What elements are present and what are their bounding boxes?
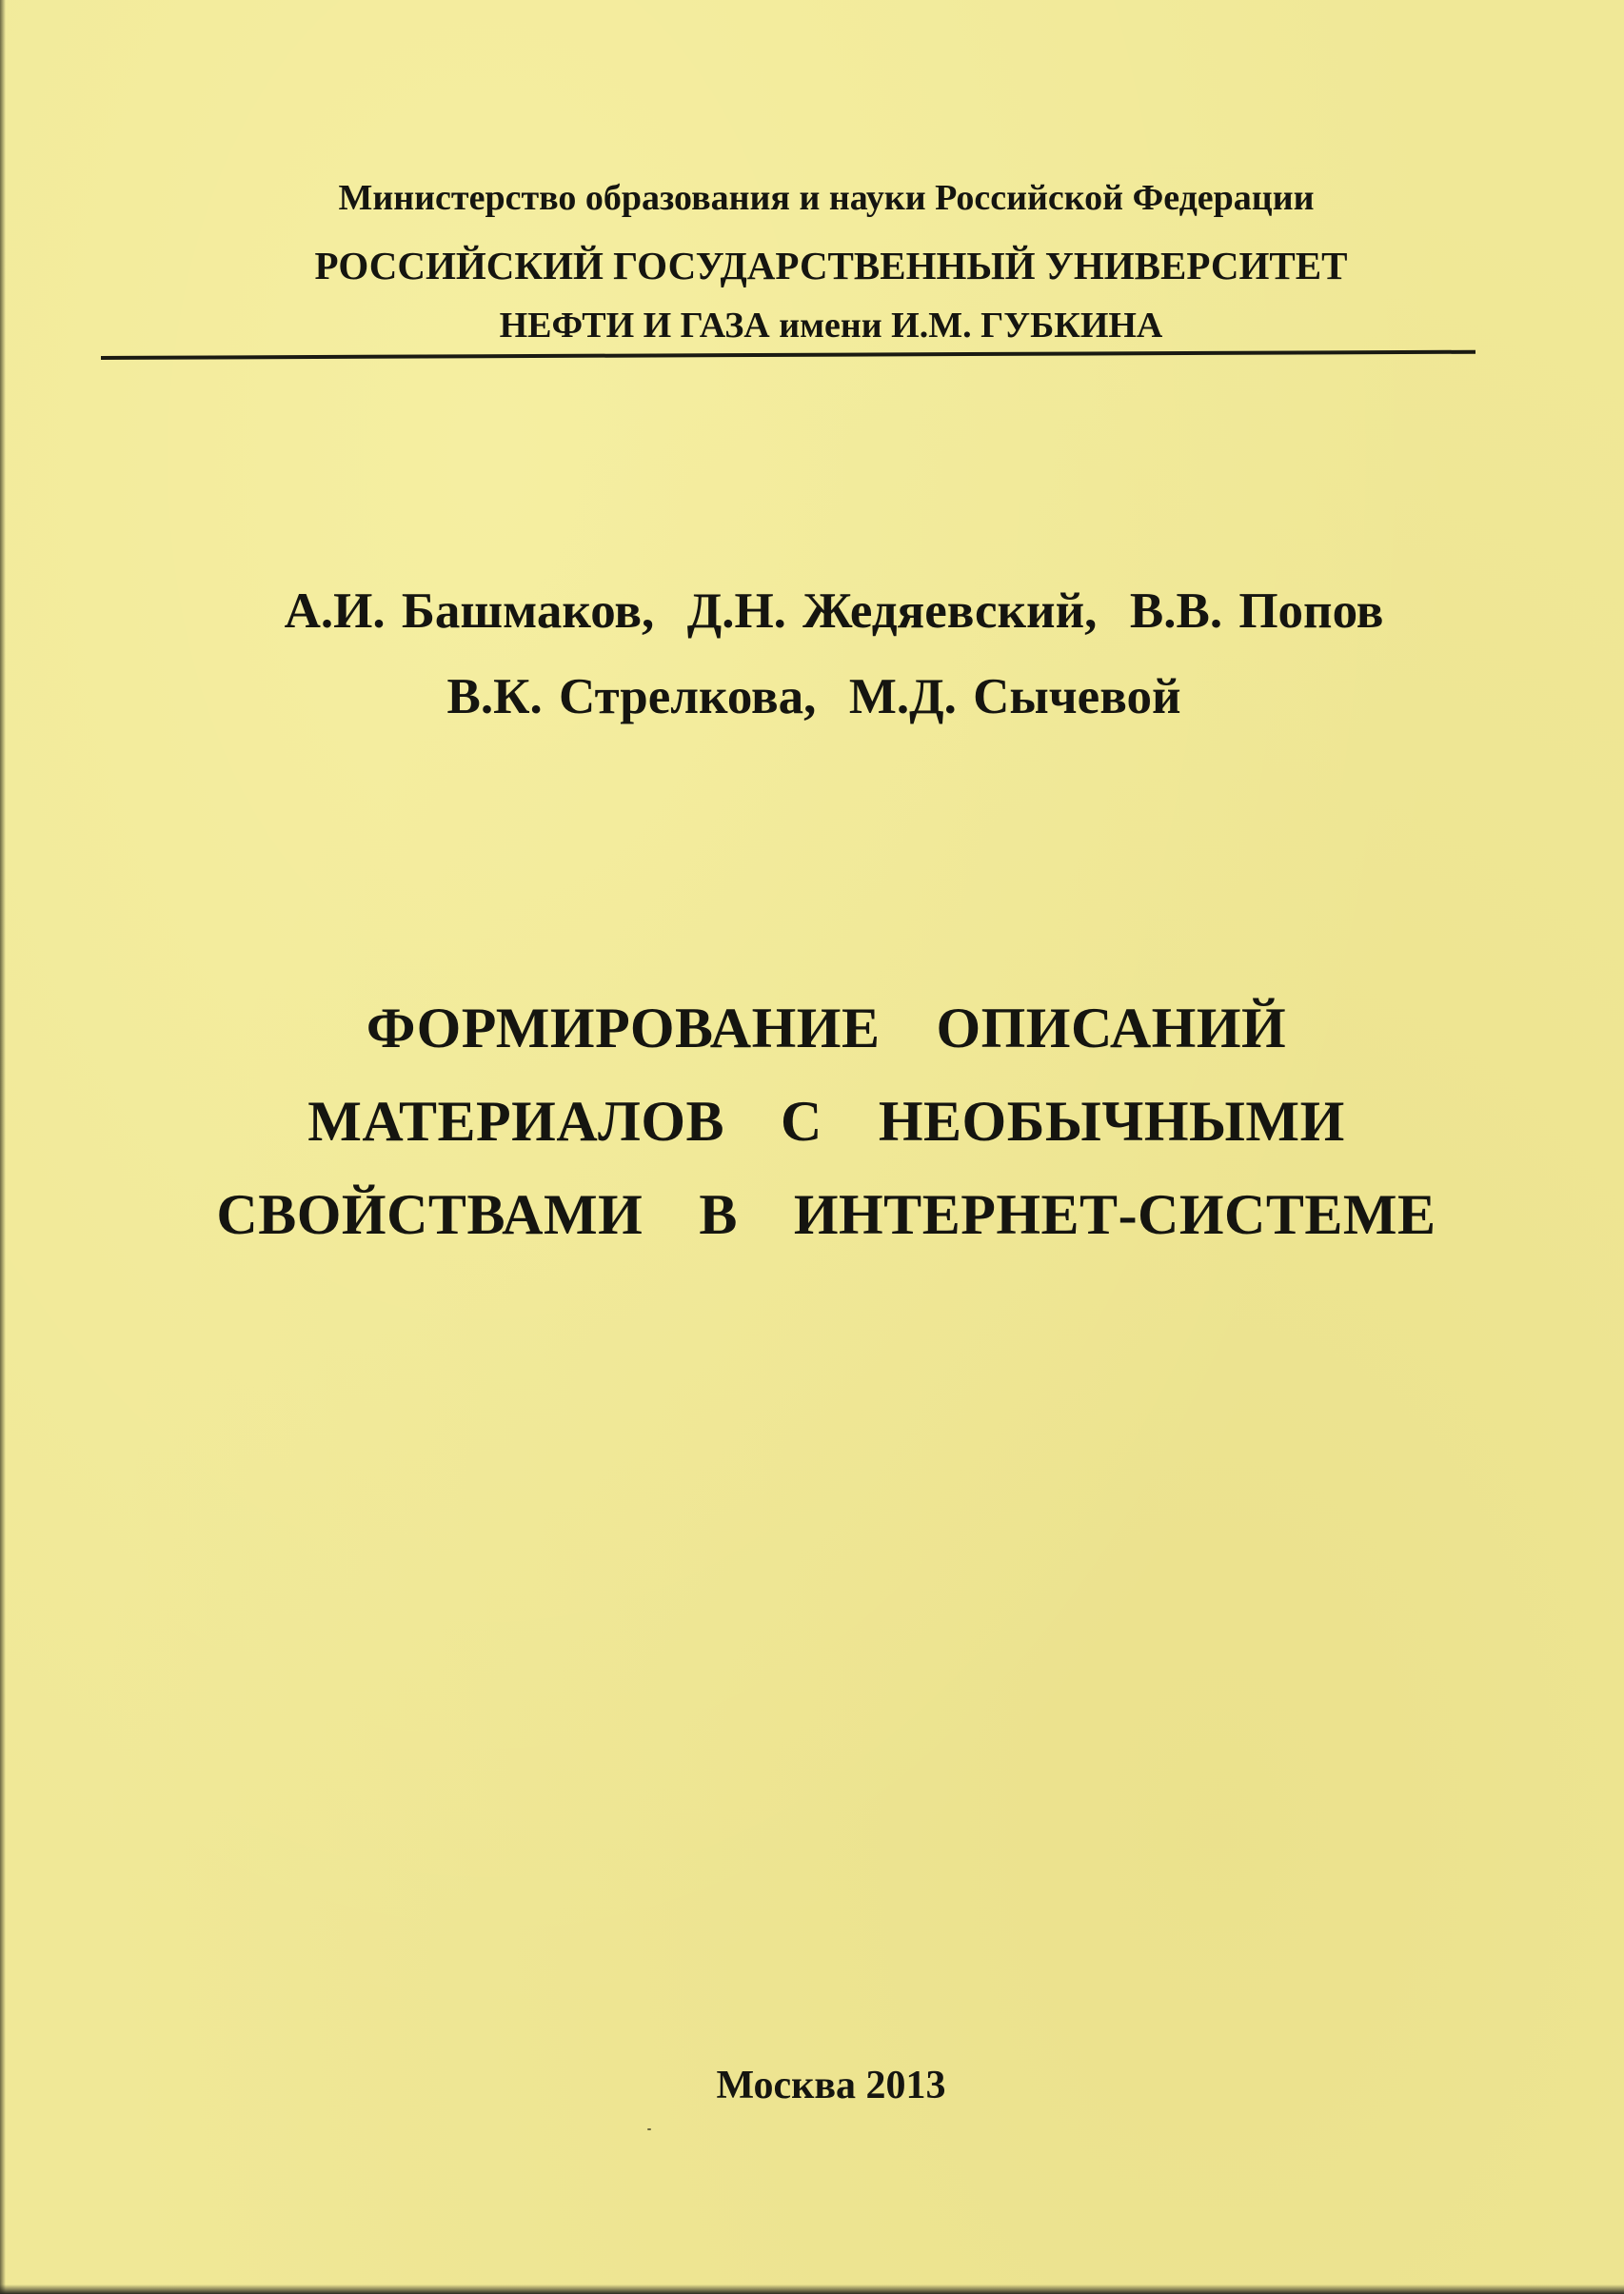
authors-line-1: А.И. Башмаков, Д.Н. Жедяевский, В.В. Попов — [284, 583, 1384, 639]
book-title-line-3: СВОЙСТВАМИ В ИНТЕРНЕТ-СИСТЕМЕ — [216, 1183, 1436, 1246]
authors-line-2: В.К. Стрелкова, М.Д. Сычевой — [446, 669, 1181, 724]
university-name-line-1: РОССИЙСКИЙ ГОСУДАРСТВЕННЫЙ УНИВЕРСИТЕТ — [314, 244, 1348, 287]
header-divider — [101, 350, 1475, 360]
ministry-name: Министерство образования и науки Российской Федерации — [338, 178, 1315, 218]
university-name-line-2: НЕФТИ И ГАЗА имени И.М. ГУБКИНА — [499, 306, 1163, 346]
print-speck — [647, 2128, 651, 2130]
imprint-city-year: Москва 2013 — [716, 2064, 946, 2107]
book-title-line-2: МАТЕРИАЛОВ С НЕОБЫЧНЫМИ — [307, 1090, 1345, 1153]
scan-edge-bottom — [0, 2284, 1624, 2294]
book-title-line-1: ФОРМИРОВАНИЕ ОПИСАНИЙ — [366, 997, 1287, 1059]
